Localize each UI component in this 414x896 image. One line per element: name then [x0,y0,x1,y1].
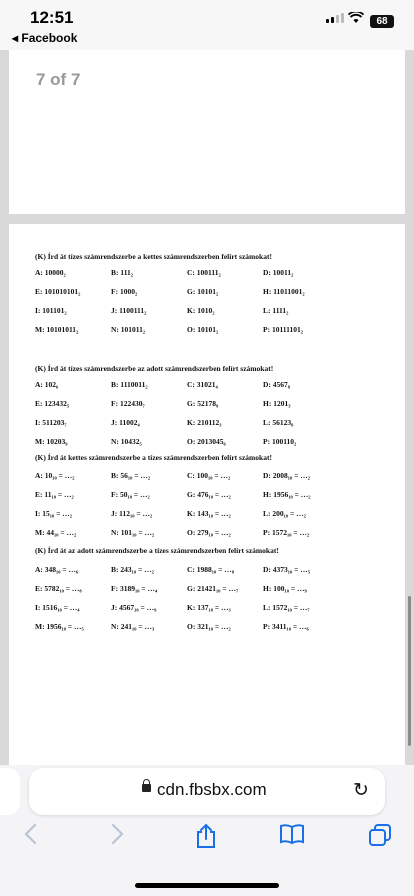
previous-tab-peek[interactable] [0,768,20,815]
exercise-row [35,622,405,634]
exercise-item: D: 4373₁₀ = …₅ [263,565,311,574]
exercise-item: O: 279₁₀ = …₂ [187,528,231,537]
exercise-row [35,490,405,502]
exercise-item: E: 101010101₂ [35,287,81,296]
exercise-item: O: 321₁₀ = …₂ [187,622,231,631]
forward-arrow-icon[interactable] [98,823,138,852]
exercise-item: L: 200₁₀ = …₂ [263,509,306,518]
exercise-item: M: 1956₁₀ = …₅ [35,622,84,631]
section-title: (K) Írd át tízes számrendszerbe az adott számrendszerben felírt számokat! [35,364,274,373]
url-text: cdn.fbsbx.com [157,780,267,799]
exercise-item: L: 56123₈ [263,418,294,427]
exercise-item: I: 511203₇ [35,418,67,427]
exercise-item: M: 44₁₀ = …₂ [35,528,77,537]
document-page-previous [9,50,405,214]
exercise-item: H: 1201₃ [263,399,291,408]
section-title: (K) Írd át az adott számrendszerbe a tízes számrendszerben felírt számokat! [35,546,279,555]
exercise-item: O: 2013045₆ [187,437,226,446]
exercise-item: F: 122430₇ [111,399,145,408]
exercise-row [35,325,405,337]
exercise-row [35,287,405,299]
exercise-row [35,399,405,411]
exercise-item: I: 1516₁₀ = …₄ [35,603,80,612]
exercise-row [35,380,405,392]
exercise-item: G: 10101₂ [187,287,219,296]
exercise-item: L: 1111₂ [263,306,289,315]
section-title: (K) Írd át kettes számrendszerbe a tízes számrendszerben felírt számokat! [35,453,272,462]
exercise-item: I: 15₁₀ = …₂ [35,509,73,518]
section-title: (K) Írd át tízes számrendszerbe a kettes számrendszerben felírt számokat! [35,252,272,261]
exercise-item: E: 11₁₀ = …₂ [35,490,74,499]
scrollbar[interactable] [408,596,411,746]
page-indicator: 7 of 7 [36,70,81,89]
exercise-item: H: 100₁₀ = …₉ [263,584,307,593]
exercise-item: H: 1956₁₀ = …₂ [263,490,311,499]
back-arrow-icon[interactable] [10,823,50,852]
tabs-icon[interactable] [360,823,400,854]
reload-icon[interactable]: ↻ [353,780,369,801]
exercise-item: C: 100₁₀ = …₂ [187,471,231,480]
exercise-item: A: 348₁₀ = …₆ [35,565,79,574]
browser-toolbar [0,765,414,896]
exercise-item: B: 1110011₂ [111,380,148,389]
battery-icon: 68 [370,15,394,28]
exercise-item: P: 1572₁₀ = …₂ [263,528,310,537]
exercise-item: O: 10101₂ [187,325,219,334]
signal-icon [326,13,344,23]
share-icon[interactable] [186,823,226,856]
exercise-item: F: 1000₂ [111,287,138,296]
exercise-item: D: 4567₈ [263,380,291,389]
exercise-item: K: 143₁₀ = …₂ [187,509,231,518]
exercise-item: B: 111₂ [111,268,134,277]
exercise-item: J: 11002₄ [111,418,140,427]
exercise-item: J: 1100111₂ [111,306,147,315]
exercise-item: K: 1010₂ [187,306,215,315]
exercise-item: I: 101101₂ [35,306,67,315]
exercise-row [35,268,405,280]
document-viewer[interactable] [0,50,414,765]
home-indicator [135,883,279,888]
exercise-row [35,471,405,483]
exercise-row [35,306,405,318]
exercise-item: D: 2008₁₀ = …₂ [263,471,311,480]
exercise-item: K: 210112₃ [187,418,222,427]
exercise-row [35,565,405,577]
exercise-item: B: 56₁₀ = …₂ [111,471,151,480]
exercise-item: C: 31021₄ [187,380,218,389]
exercise-row [35,509,405,521]
exercise-item: L: 1572₁₀ = …₇ [263,603,310,612]
exercise-item: K: 137₁₀ = …₃ [187,603,231,612]
exercise-item: M: 10203₉ [35,437,68,446]
exercise-row [35,603,405,615]
exercise-item: A: 10₁₀ = …₂ [35,471,75,480]
address-bar[interactable] [29,768,385,815]
exercise-item: E: 5782₁₀ = …₈ [35,584,82,593]
exercise-item: F: 50₁₀ = …₂ [111,490,150,499]
exercise-row [35,584,405,596]
exercise-item: N: 10432₅ [111,437,142,446]
exercise-item: G: 21421₁₀ = …₇ [187,584,239,593]
exercise-item: N: 241₁₀ = …₃ [111,622,155,631]
exercise-row [35,437,405,449]
document-page [9,224,405,765]
exercise-row [35,528,405,540]
exercise-item: J: 4567₁₀ = …₉ [111,603,157,612]
lock-icon [142,784,151,792]
exercise-item: A: 10000₂ [35,268,66,277]
wifi-icon [348,11,364,27]
exercise-item: A: 102₆ [35,380,59,389]
exercise-item: C: 100111₂ [187,268,221,277]
exercise-item: D: 10011₂ [263,268,294,277]
back-to-app-link[interactable]: ◂ Facebook [12,31,78,45]
exercise-item: H: 11011001₂ [263,287,305,296]
exercise-item: N: 101₁₀ = …₂ [111,528,155,537]
exercise-item: P: 3411₁₀ = …₆ [263,622,309,631]
exercise-row [35,418,405,430]
exercise-item: B: 243₁₀ = …₂ [111,565,154,574]
exercise-item: J: 112₁₀ = …₂ [111,509,153,518]
clock: 12:51 [30,8,74,27]
status-bar [0,0,414,50]
exercise-item: E: 123432₅ [35,399,70,408]
exercise-item: F: 3189₁₀ = …₄ [111,584,158,593]
exercise-item: N: 101011₂ [111,325,146,334]
exercise-item: P: 10111101₂ [263,325,303,334]
exercise-item: G: 52178₉ [187,399,219,408]
exercise-item: C: 1988₁₀ = …₈ [187,565,235,574]
exercise-item: M: 10101011₂ [35,325,79,334]
exercise-item: G: 476₁₀ = …₂ [187,490,231,499]
bookmarks-icon[interactable] [272,823,312,852]
exercise-item: P: 100110₂ [263,437,297,446]
